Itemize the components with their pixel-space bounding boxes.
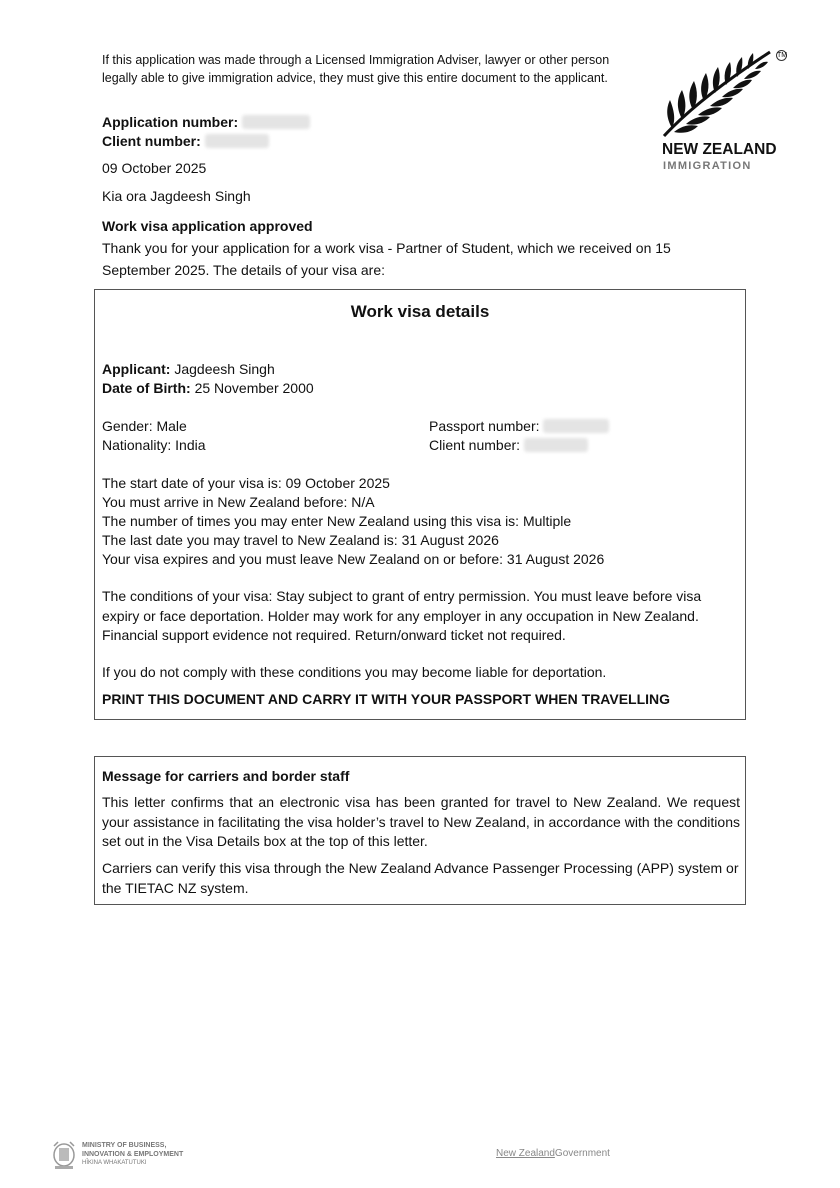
applicant-value: Jagdeesh Singh bbox=[174, 361, 275, 377]
arrive-before: You must arrive in New Zealand before: N/A bbox=[102, 494, 375, 510]
trademark-mark: TM bbox=[777, 52, 788, 59]
applicant-row bbox=[102, 360, 275, 379]
application-number-redacted bbox=[242, 115, 310, 129]
mbie-line1: MINISTRY OF BUSINESS, bbox=[82, 1142, 167, 1149]
visa-client-label: Client number: bbox=[429, 437, 521, 453]
gov-part2: Government bbox=[554, 1148, 610, 1159]
mbie-line3: HĪKINA WHAKATUTUKI bbox=[82, 1160, 147, 1166]
visa-conditions: The conditions of your visa: Stay subject to grant of entry permission. You must leave before visa expiry or face deportation. Holder may work for any employer in any occupation in New Zealand. Financial support evidence not required. Return/onward ticket not required. bbox=[102, 588, 702, 643]
visa-client-number-redacted bbox=[524, 438, 588, 452]
visa-client-row bbox=[429, 436, 588, 455]
gender: Gender: Male bbox=[102, 418, 187, 434]
dob-row bbox=[102, 379, 314, 398]
print-instruction: PRINT THIS DOCUMENT AND CARRY IT WITH YOUR PASSPORT WHEN TRAVELLING bbox=[102, 691, 671, 707]
client-number-row bbox=[102, 132, 269, 151]
nz-immigration-logo bbox=[660, 48, 788, 178]
crest-icon bbox=[50, 1138, 78, 1170]
carriers-para1: This letter confirms that an electronic visa has been granted for travel to New Zealand. We request your assistance in facilitating the visa holder’s travel to New Zealand, in accordance with the conditions set out in the Visa Details box at the top of this letter. bbox=[102, 794, 740, 849]
mbie-footer-logo bbox=[50, 1138, 210, 1172]
mbie-line2: INNOVATION & EMPLOYMENT bbox=[82, 1150, 184, 1158]
last-travel-date: The last date you may travel to New Zealand is: 31 August 2026 bbox=[102, 532, 499, 548]
application-number-label: Application number: bbox=[102, 114, 239, 130]
carriers-para2: Carriers can verify this visa through the New Zealand Advance Passenger Processing (APP) system or the TIETAC NZ system. bbox=[102, 860, 739, 896]
visa-details-box bbox=[94, 289, 746, 720]
dob-label: Date of Birth: bbox=[102, 380, 191, 396]
letter-date: 09 October 2025 bbox=[102, 160, 207, 176]
approval-heading: Work visa application approved bbox=[102, 218, 313, 234]
application-number-row bbox=[102, 113, 310, 132]
logo-name: NEW ZEALAND bbox=[662, 141, 777, 158]
nz-government-logo bbox=[496, 1148, 610, 1159]
start-date: The start date of your visa is: 09 October 2025 bbox=[102, 475, 390, 491]
silver-fern-icon bbox=[660, 48, 780, 140]
expiry-date: Your visa expires and you must leave New Zealand on or before: 31 August 2026 bbox=[102, 551, 605, 567]
gov-part1: New Zealand bbox=[496, 1148, 555, 1159]
logo-sub: IMMIGRATION bbox=[663, 160, 752, 172]
approval-body: Thank you for your application for a work visa - Partner of Student, which we received on 15 September 2025. The details of your visa are: bbox=[102, 240, 671, 278]
visa-details-title: Work visa details bbox=[350, 302, 490, 321]
carriers-box bbox=[94, 756, 746, 905]
dob-value: 25 November 2000 bbox=[194, 380, 314, 396]
applicant-label: Applicant: bbox=[102, 361, 171, 377]
passport-row bbox=[429, 417, 609, 436]
passport-label: Passport number: bbox=[429, 418, 540, 434]
passport-number-redacted bbox=[543, 419, 609, 433]
comply-warning: If you do not comply with these conditions you may become liable for deportation. bbox=[102, 664, 607, 680]
greeting: Kia ora Jagdeesh Singh bbox=[102, 188, 251, 204]
client-number-redacted bbox=[205, 134, 269, 148]
nationality: Nationality: India bbox=[102, 437, 206, 453]
carriers-heading: Message for carriers and border staff bbox=[102, 768, 350, 784]
adviser-note: If this application was made through a Licensed Immigration Adviser, lawyer or other person legally able to give immigration advice, they must give this entire document to the applicant. bbox=[102, 53, 610, 85]
client-number-label: Client number: bbox=[102, 133, 201, 149]
entries: The number of times you may enter New Zealand using this visa is: Multiple bbox=[102, 513, 572, 529]
